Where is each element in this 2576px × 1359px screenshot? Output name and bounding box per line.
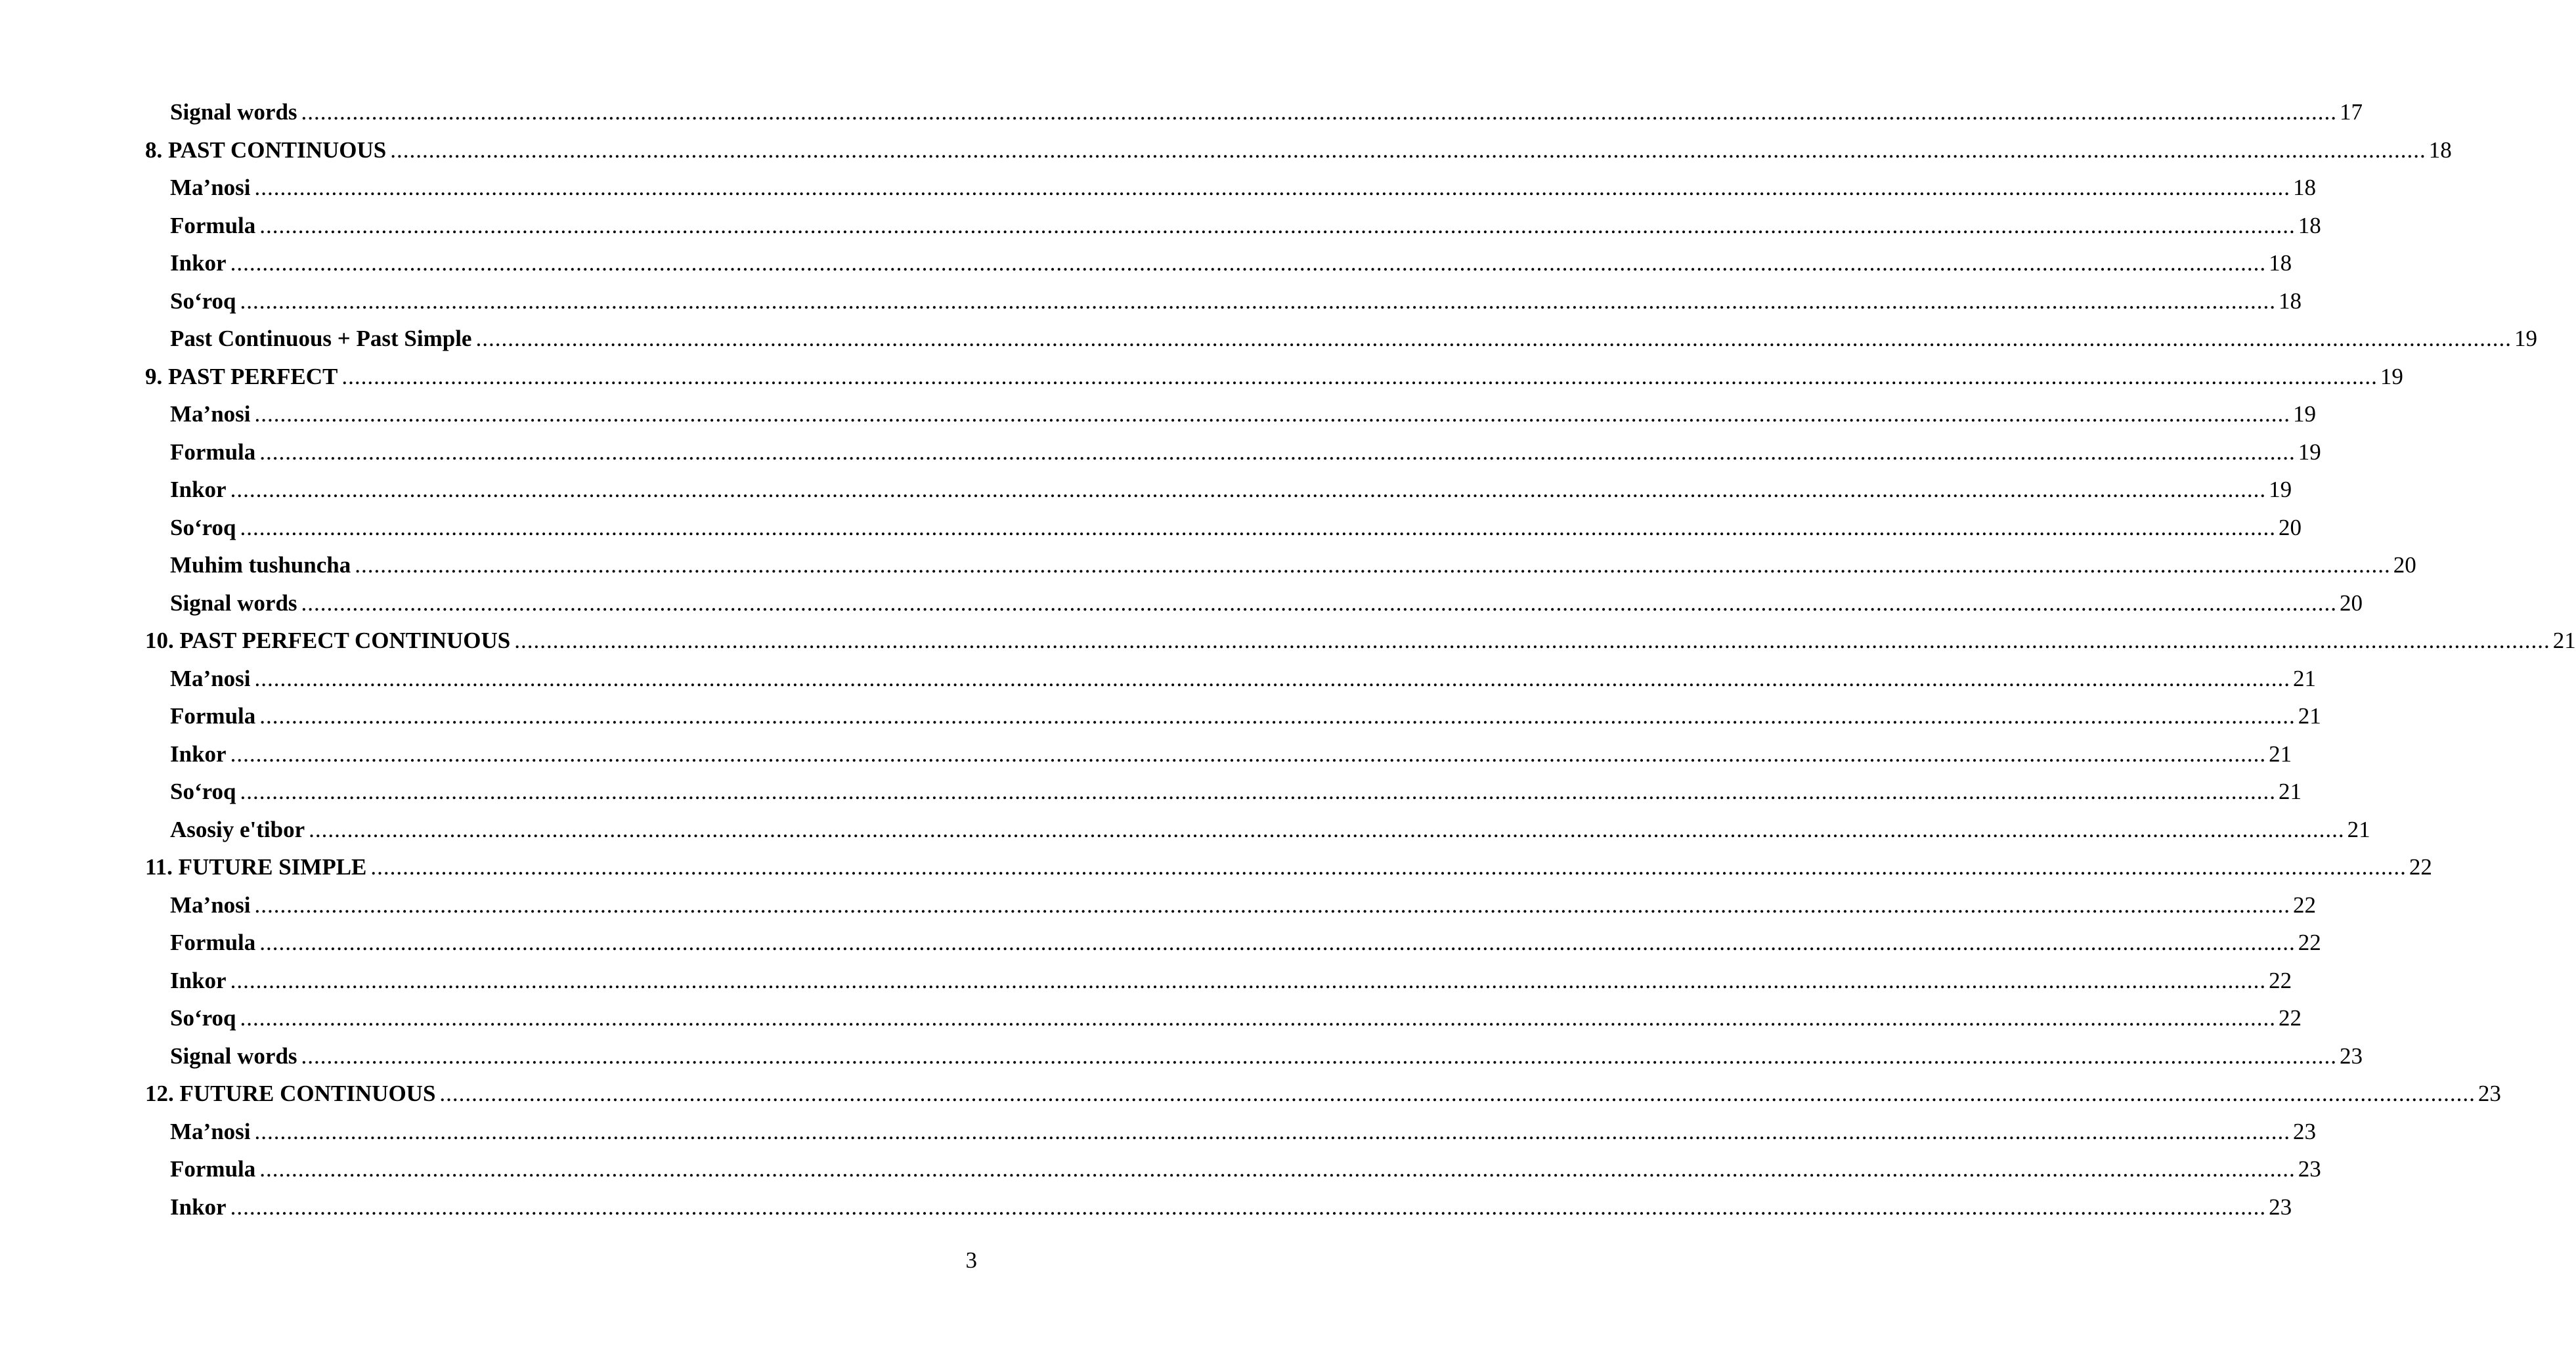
toc-entry-page: 21 bbox=[2279, 779, 2302, 804]
toc-dot-leader bbox=[259, 926, 2296, 959]
toc-dot-leader bbox=[259, 1153, 2296, 1186]
toc-entry-title: Signal words bbox=[170, 590, 297, 616]
toc-entry-title: Inkor bbox=[170, 741, 227, 767]
toc-entry-page: 20 bbox=[2340, 590, 2363, 616]
toc-subsection-entry[interactable] bbox=[0, 775, 2302, 808]
toc-entry-page: 20 bbox=[2393, 552, 2416, 578]
toc-entry-title: Muhim tushuncha bbox=[170, 552, 351, 578]
toc-entry-title: So‘roq bbox=[170, 288, 236, 314]
toc-subsection-entry[interactable] bbox=[0, 209, 2321, 242]
toc-dot-leader bbox=[230, 247, 2267, 280]
toc-subsection-entry[interactable] bbox=[0, 285, 2302, 318]
toc-entry-page: 23 bbox=[2298, 1156, 2321, 1182]
toc-dot-leader bbox=[230, 1191, 2267, 1224]
toc-section-entry[interactable] bbox=[0, 1077, 2501, 1110]
toc-subsection-entry[interactable] bbox=[0, 436, 2321, 469]
toc-dot-leader bbox=[301, 587, 2338, 620]
toc-dot-leader bbox=[259, 436, 2296, 469]
toc-entry-title: Signal words bbox=[170, 99, 297, 125]
toc-dot-leader bbox=[259, 700, 2296, 733]
toc-dot-leader bbox=[309, 813, 2345, 846]
toc-entry-title: Formula bbox=[170, 703, 256, 729]
toc-entry-title: Inkor bbox=[170, 1194, 227, 1220]
toc-section-entry[interactable] bbox=[0, 134, 2452, 167]
toc-entry-page: 21 bbox=[2293, 665, 2316, 691]
toc-entry-page: 19 bbox=[2380, 363, 2403, 389]
toc-entry-page: 22 bbox=[2409, 854, 2432, 880]
toc-entry-title: Inkor bbox=[170, 967, 227, 993]
toc-entry-title: So‘roq bbox=[170, 1005, 236, 1031]
toc-entry-page: 17 bbox=[2340, 99, 2363, 125]
toc-section-entry[interactable] bbox=[0, 624, 2576, 657]
toc-entry-page: 19 bbox=[2269, 477, 2292, 502]
toc-dot-leader bbox=[355, 549, 2391, 582]
toc-entry-title: Formula bbox=[170, 212, 256, 238]
toc-entry-title: Inkor bbox=[170, 477, 227, 502]
toc-dot-leader bbox=[475, 322, 2512, 355]
toc-entry-page: 23 bbox=[2269, 1194, 2292, 1220]
toc-subsection-entry[interactable] bbox=[0, 1040, 2363, 1073]
toc-entry-page: 23 bbox=[2478, 1081, 2501, 1106]
toc-dot-leader bbox=[240, 511, 2277, 544]
toc-dot-leader bbox=[255, 662, 2291, 695]
toc-subsection-entry[interactable] bbox=[0, 587, 2363, 620]
toc-entry-title: 8. PAST CONTINUOUS bbox=[145, 137, 387, 163]
toc-dot-leader bbox=[370, 851, 2407, 884]
toc-entry-page: 18 bbox=[2428, 137, 2452, 163]
toc-dot-leader bbox=[255, 889, 2291, 922]
toc-entry-page: 18 bbox=[2293, 175, 2316, 200]
toc-subsection-entry[interactable] bbox=[0, 549, 2416, 582]
toc-entry-title: Ma’nosi bbox=[170, 401, 251, 427]
toc-entry-title: 9. PAST PERFECT bbox=[145, 363, 338, 389]
toc-dot-leader bbox=[230, 738, 2267, 771]
toc-entry-title: So‘roq bbox=[170, 779, 236, 804]
toc-entry-title: 10. PAST PERFECT CONTINUOUS bbox=[145, 628, 511, 653]
toc-entry-page: 18 bbox=[2269, 250, 2292, 276]
toc-dot-leader bbox=[255, 171, 2291, 204]
toc-entry-title: Signal words bbox=[170, 1043, 297, 1069]
toc-entry-title: Ma’nosi bbox=[170, 892, 251, 918]
toc-subsection-entry[interactable] bbox=[0, 926, 2321, 959]
toc-entry-page: 20 bbox=[2279, 514, 2302, 540]
toc-subsection-entry[interactable] bbox=[0, 322, 2537, 355]
toc-entry-page: 22 bbox=[2293, 892, 2316, 918]
toc-dot-leader bbox=[341, 360, 2378, 393]
toc-subsection-entry[interactable] bbox=[0, 1153, 2321, 1186]
page-number: 3 bbox=[965, 1247, 977, 1273]
toc-entry-title: 11. FUTURE SIMPLE bbox=[145, 854, 367, 880]
toc-subsection-entry[interactable] bbox=[0, 662, 2316, 695]
toc-dot-leader bbox=[514, 624, 2550, 657]
toc-subsection-entry[interactable] bbox=[0, 738, 2292, 771]
toc-entry-title: Formula bbox=[170, 930, 256, 955]
toc-subsection-entry[interactable] bbox=[0, 813, 2370, 846]
toc-entry-title: Past Continuous + Past Simple bbox=[170, 326, 472, 351]
toc-entry-title: Formula bbox=[170, 1156, 256, 1182]
toc-dot-leader bbox=[301, 1040, 2338, 1073]
toc-dot-leader bbox=[240, 1002, 2277, 1035]
toc-entry-page: 21 bbox=[2552, 628, 2576, 653]
toc-dot-leader bbox=[230, 473, 2267, 506]
toc-section-entry[interactable] bbox=[0, 851, 2432, 884]
toc-entry-page: 21 bbox=[2298, 703, 2321, 729]
toc-entry-page: 18 bbox=[2279, 288, 2302, 314]
toc-entry-page: 19 bbox=[2298, 439, 2321, 465]
toc-subsection-entry[interactable] bbox=[0, 473, 2292, 506]
toc-dot-leader bbox=[390, 134, 2426, 167]
toc-entry-title: Ma’nosi bbox=[170, 175, 251, 200]
toc-subsection-entry[interactable] bbox=[0, 96, 2363, 129]
toc-subsection-entry[interactable] bbox=[0, 1191, 2292, 1224]
toc-dot-leader bbox=[255, 1115, 2291, 1148]
toc-entry-page: 22 bbox=[2298, 930, 2321, 955]
toc-dot-leader bbox=[259, 209, 2296, 242]
toc-entry-page: 21 bbox=[2269, 741, 2292, 767]
toc-subsection-entry[interactable] bbox=[0, 511, 2302, 544]
toc-entry-title: Asosiy e'tibor bbox=[170, 816, 305, 842]
toc-entry-page: 19 bbox=[2293, 401, 2316, 427]
toc-entry-page: 23 bbox=[2340, 1043, 2363, 1069]
toc-dot-leader bbox=[240, 285, 2277, 318]
toc-dot-leader bbox=[240, 775, 2277, 808]
toc-dot-leader bbox=[301, 96, 2338, 129]
toc-dot-leader bbox=[439, 1077, 2476, 1110]
toc-entry-page: 22 bbox=[2279, 1005, 2302, 1031]
toc-entry-page: 22 bbox=[2269, 967, 2292, 993]
toc-section-entry[interactable] bbox=[0, 360, 2403, 393]
toc-subsection-entry[interactable] bbox=[0, 171, 2316, 204]
toc-entry-page: 19 bbox=[2514, 326, 2537, 351]
toc-dot-leader bbox=[255, 398, 2291, 431]
toc-subsection-entry[interactable] bbox=[0, 1115, 2316, 1148]
toc-entry-page: 21 bbox=[2347, 816, 2370, 842]
toc-subsection-entry[interactable] bbox=[0, 964, 2292, 997]
toc-subsection-entry[interactable] bbox=[0, 700, 2321, 733]
toc-entry-page: 18 bbox=[2298, 212, 2321, 238]
toc-subsection-entry[interactable] bbox=[0, 889, 2316, 922]
toc-dot-leader bbox=[230, 964, 2267, 997]
toc-entry-title: 12. FUTURE CONTINUOUS bbox=[145, 1081, 436, 1106]
toc-entry-title: Inkor bbox=[170, 250, 227, 276]
toc-subsection-entry[interactable] bbox=[0, 398, 2316, 431]
toc-entry-title: So‘roq bbox=[170, 514, 236, 540]
toc-entry-title: Formula bbox=[170, 439, 256, 465]
toc-entry-title: Ma’nosi bbox=[170, 1118, 251, 1144]
toc-entry-page: 23 bbox=[2293, 1118, 2316, 1144]
toc-subsection-entry[interactable] bbox=[0, 1002, 2302, 1035]
toc-entry-title: Ma’nosi bbox=[170, 665, 251, 691]
toc-subsection-entry[interactable] bbox=[0, 247, 2292, 280]
